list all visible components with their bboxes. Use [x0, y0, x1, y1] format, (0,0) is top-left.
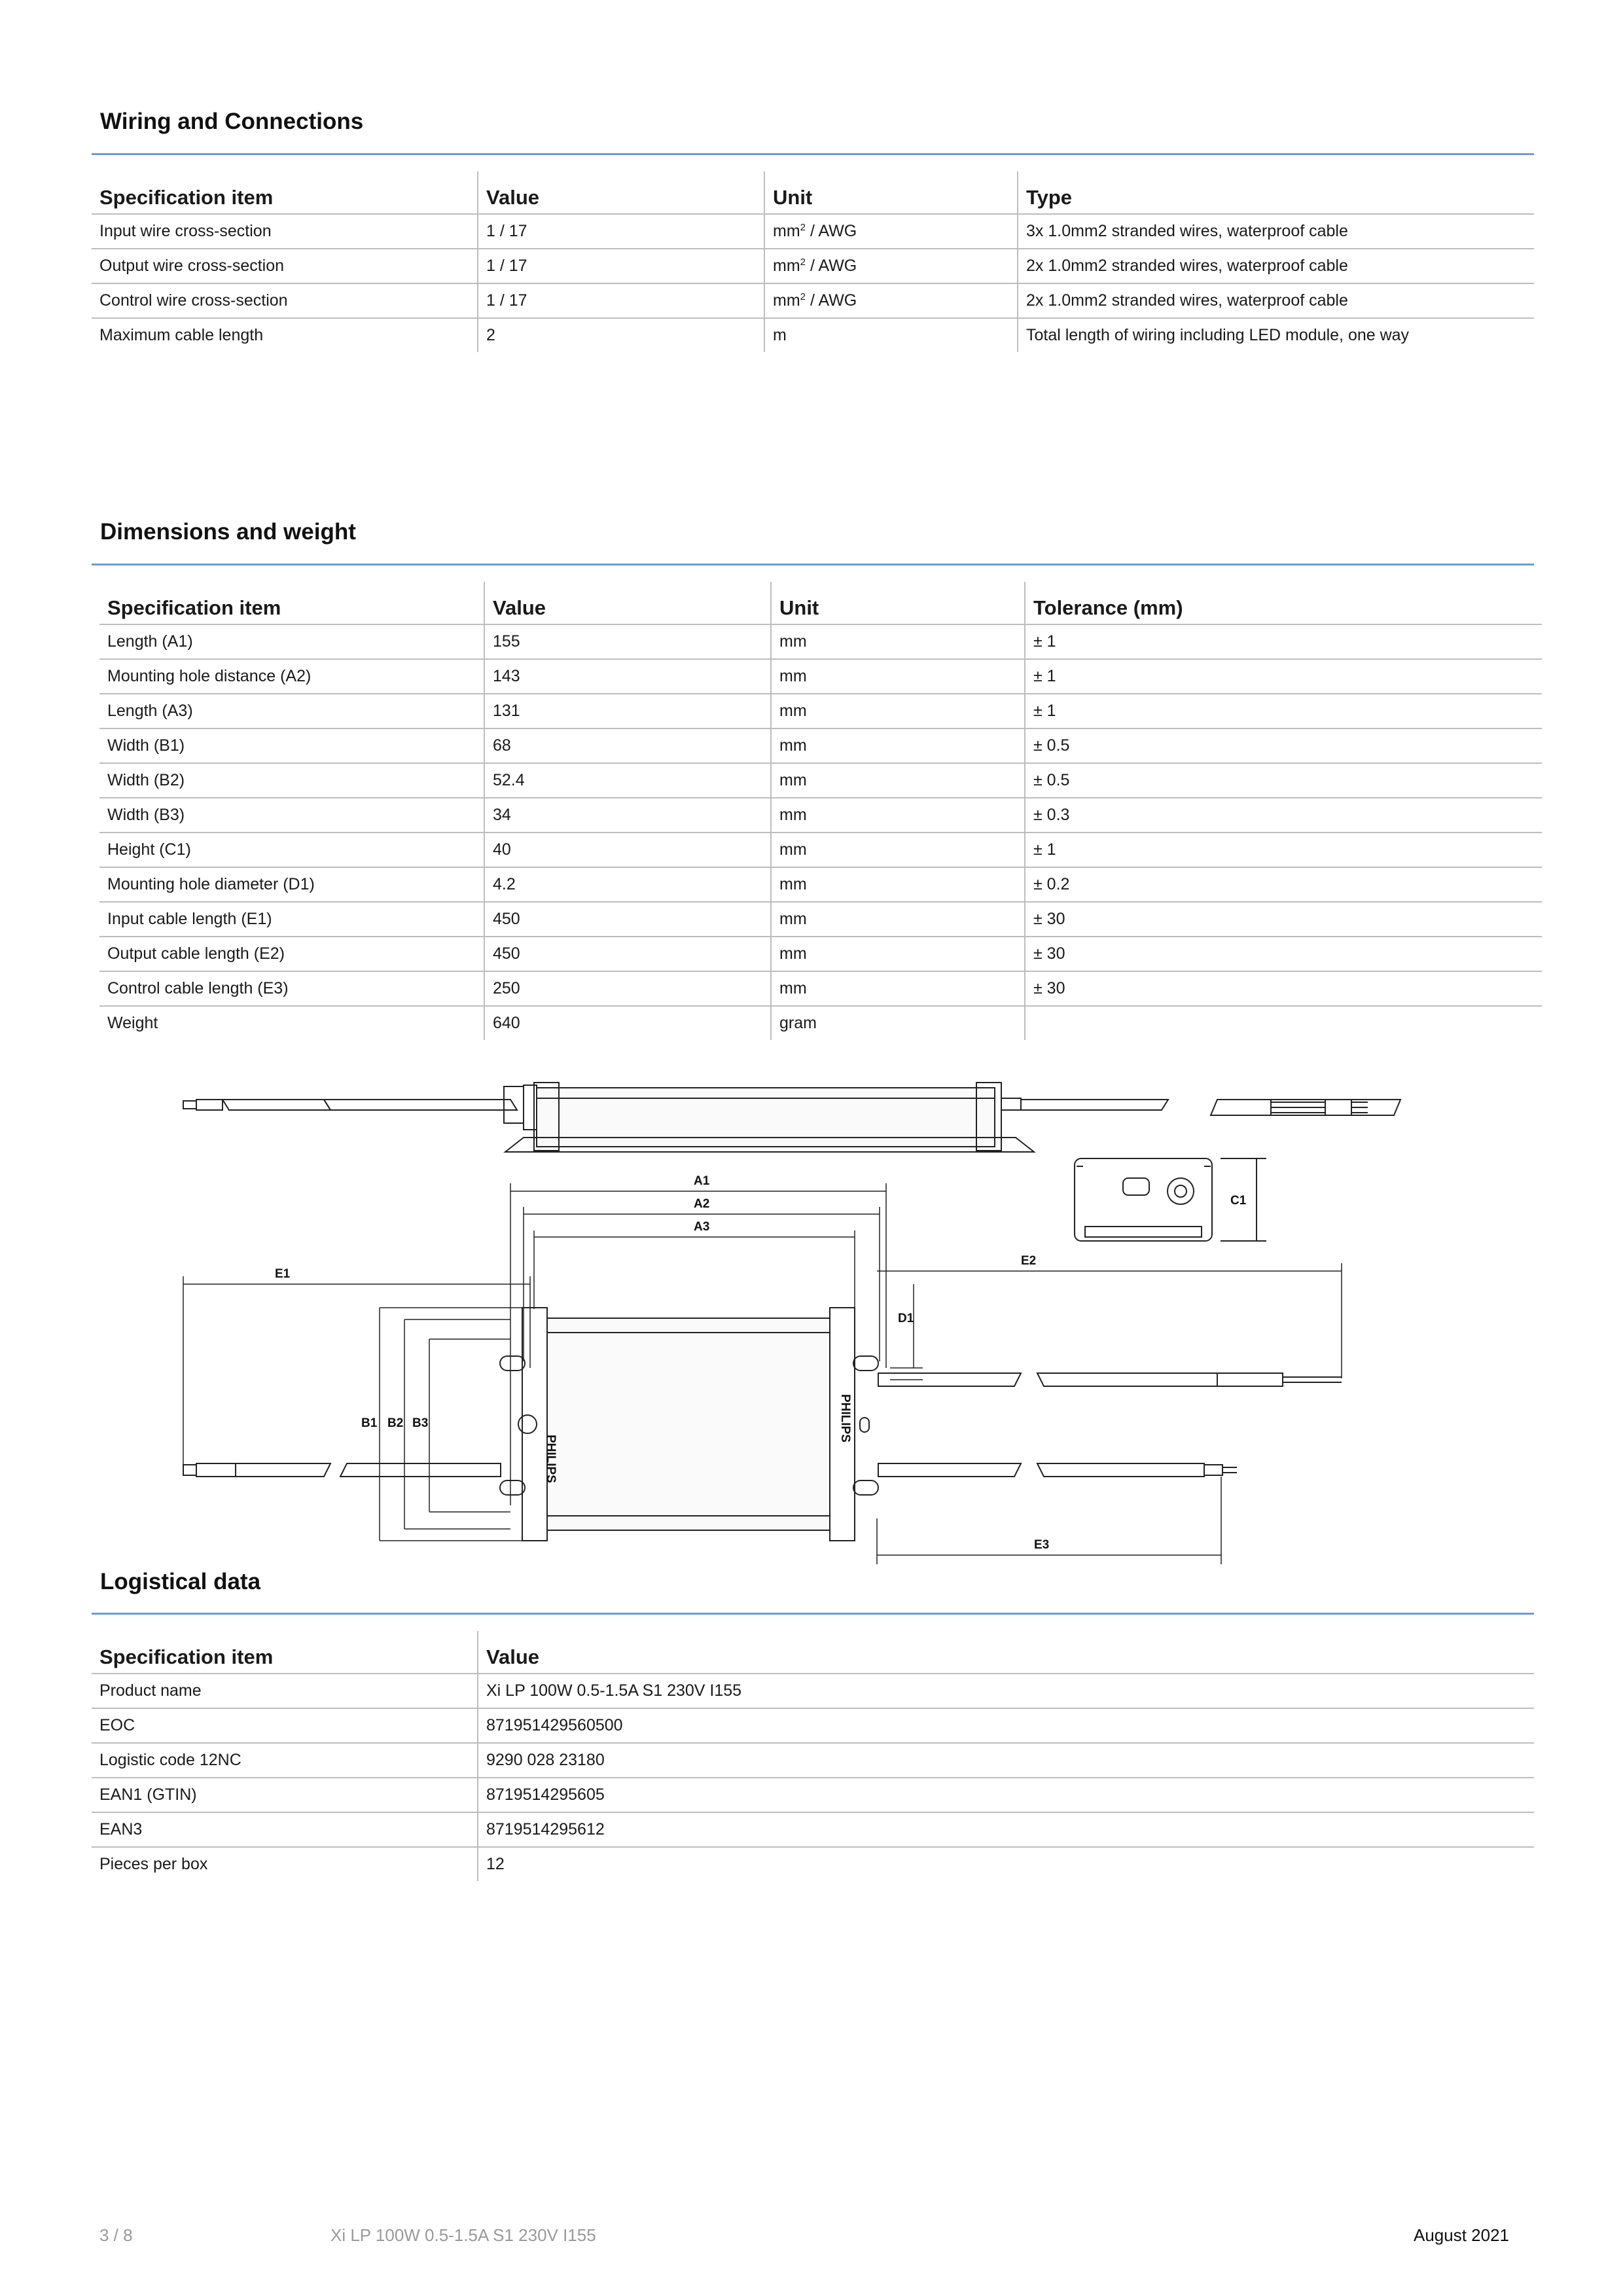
wiring-table	[92, 171, 1534, 352]
column-header: Specification item	[99, 582, 484, 624]
logistics-section-title: Logistical data	[100, 1569, 261, 1594]
label-a3: A3	[694, 1220, 710, 1234]
column-header: Type	[1018, 171, 1534, 214]
dimensions-section-title: Dimensions and weight	[100, 519, 356, 545]
table-cell: Mounting hole diameter (D1)	[99, 867, 484, 902]
dimension-drawing	[170, 1060, 1348, 1552]
table-cell: 8719514295605	[478, 1778, 1534, 1812]
table-cell: ± 30	[1025, 937, 1542, 971]
table-cell: mm	[771, 971, 1025, 1006]
column-header: Unit	[764, 171, 1018, 214]
column-header: Unit	[771, 582, 1025, 624]
table-cell: 131	[484, 694, 771, 728]
table-cell: gram	[771, 1006, 1025, 1040]
table-cell: Output cable length (E2)	[99, 937, 484, 971]
table-cell: mm	[771, 833, 1025, 867]
label-e2: E2	[1021, 1254, 1037, 1268]
table-cell: $mm^2$ / AWG	[764, 214, 1018, 249]
table-row	[92, 1674, 1534, 1708]
column-header: Tolerance (mm)	[1025, 582, 1542, 624]
table-row	[92, 283, 1534, 318]
table-cell: 68	[484, 728, 771, 763]
table-cell: 34	[484, 798, 771, 833]
table-cell: Output wire cross-section	[92, 249, 478, 283]
table-cell: ± 1	[1025, 659, 1542, 694]
logistics-section-rule	[92, 1613, 1534, 1615]
table-cell: 1 / 17	[478, 283, 764, 318]
table-cell: $mm^2$ / AWG	[764, 283, 1018, 318]
table-cell: ± 30	[1025, 971, 1542, 1006]
table-cell: 2	[478, 318, 764, 352]
table-cell: 155	[484, 624, 771, 659]
label-b1: B1	[361, 1416, 378, 1430]
table-cell: 2x 1.0mm2 stranded wires, waterproof cable	[1018, 283, 1534, 318]
table-cell: Logistic code 12NC	[92, 1743, 478, 1778]
table-row	[99, 971, 1542, 1006]
table-cell: EAN1 (GTIN)	[92, 1778, 478, 1812]
footer-page-number: 3 / 8	[99, 2225, 133, 2245]
table-row	[99, 902, 1542, 937]
column-header: Value	[484, 582, 771, 624]
table-cell: 9290 028 23180	[478, 1743, 1534, 1778]
table-header-row	[92, 1631, 1534, 1674]
table-header-row	[99, 582, 1542, 624]
table-cell: 12	[478, 1847, 1534, 1881]
table-cell: mm	[771, 798, 1025, 833]
table-row	[99, 1006, 1542, 1040]
table-cell: Xi LP 100W 0.5-1.5A S1 230V I155	[478, 1674, 1534, 1708]
table-row	[99, 624, 1542, 659]
table-cell: ± 1	[1025, 833, 1542, 867]
table-cell: mm	[771, 937, 1025, 971]
table-cell: 450	[484, 902, 771, 937]
label-a1: A1	[694, 1174, 710, 1188]
table-cell: Width (B2)	[99, 763, 484, 798]
table-row	[92, 1847, 1534, 1881]
dimensions-table	[99, 582, 1542, 1040]
table-row	[92, 249, 1534, 283]
table-cell: 3x 1.0mm2 stranded wires, waterproof cable	[1018, 214, 1534, 249]
table-cell: Length (A1)	[99, 624, 484, 659]
table-row	[99, 798, 1542, 833]
table-cell: mm	[771, 902, 1025, 937]
table-row	[99, 833, 1542, 867]
table-cell: mm	[771, 659, 1025, 694]
table-cell: 8719514295612	[478, 1812, 1534, 1847]
table-cell: Total length of wiring including LED module, one way	[1018, 318, 1534, 352]
table-cell: 640	[484, 1006, 771, 1040]
table-cell: mm	[771, 624, 1025, 659]
table-cell: ± 1	[1025, 694, 1542, 728]
table-header-row	[92, 171, 1534, 214]
wiring-section-rule	[92, 153, 1534, 155]
column-header: Specification item	[92, 171, 478, 214]
side-view	[183, 1083, 1400, 1152]
top-view	[183, 1308, 1342, 1541]
table-cell	[1025, 1006, 1542, 1040]
table-cell: 4.2	[484, 867, 771, 902]
table-cell: Product name	[92, 1674, 478, 1708]
table-cell: $mm^2$ / AWG	[764, 249, 1018, 283]
table-cell: mm	[771, 694, 1025, 728]
table-cell: Weight	[107, 1014, 158, 1032]
table-cell: Width (B3)	[99, 798, 484, 833]
table-cell: Maximum cable length	[99, 326, 264, 344]
footer-product-name: Xi LP 100W 0.5-1.5A S1 230V I155	[330, 2225, 596, 2245]
table-cell: 1 / 17	[478, 249, 764, 283]
table-cell: 450	[484, 937, 771, 971]
table-cell: ± 0.3	[1025, 798, 1542, 833]
label-a2: A2	[694, 1197, 710, 1211]
table-cell: ± 30	[1025, 902, 1542, 937]
label-d1: D1	[898, 1312, 914, 1325]
label-e3: E3	[1034, 1538, 1050, 1552]
table-row	[99, 694, 1542, 728]
table-cell: Height (C1)	[99, 833, 484, 867]
table-cell: 143	[484, 659, 771, 694]
label-b3: B3	[412, 1416, 429, 1430]
table-cell: Input wire cross-section	[92, 214, 478, 249]
table-cell: EOC	[92, 1708, 478, 1743]
table-cell: Width (B1)	[99, 728, 484, 763]
column-header: Value	[478, 171, 764, 214]
table-cell: ± 1	[1025, 624, 1542, 659]
brand-logo-right: PHILIPS	[838, 1394, 852, 1443]
label-b2: B2	[387, 1416, 404, 1430]
table-row	[99, 659, 1542, 694]
logistics-table	[92, 1631, 1534, 1881]
table-cell: Input cable length (E1)	[99, 902, 484, 937]
table-row	[99, 763, 1542, 798]
table-row	[92, 1708, 1534, 1743]
brand-logo-left: PHILIPS	[544, 1435, 558, 1483]
table-cell: 1 / 17	[478, 214, 764, 249]
table-cell: 871951429560500	[478, 1708, 1534, 1743]
table-cell: ± 0.5	[1025, 763, 1542, 798]
column-header: Specification item	[92, 1631, 478, 1674]
table-cell: Mounting hole distance (A2)	[99, 659, 484, 694]
table-cell: mm	[771, 867, 1025, 902]
table-row	[92, 214, 1534, 249]
table-row	[99, 867, 1542, 902]
table-row	[99, 728, 1542, 763]
table-cell: ± 0.5	[1025, 728, 1542, 763]
table-cell: 52.4	[484, 763, 771, 798]
table-cell: Control cable length (E3)	[99, 971, 484, 1006]
table-cell: ± 0.2	[1025, 867, 1542, 902]
table-row	[99, 937, 1542, 971]
table-cell: m	[764, 318, 1018, 352]
table-row	[92, 1812, 1534, 1847]
table-cell: Control wire cross-section	[92, 283, 478, 318]
label-c1: C1	[1230, 1194, 1247, 1208]
footer-date: August 2021	[1414, 2225, 1510, 2245]
table-row	[92, 1743, 1534, 1778]
table-cell: mm	[771, 728, 1025, 763]
table-cell: EAN3	[92, 1812, 478, 1847]
table-cell: 250	[484, 971, 771, 1006]
column-header: Value	[478, 1631, 1534, 1674]
table-cell: mm	[771, 763, 1025, 798]
table-row	[92, 318, 1534, 352]
table-cell: 2x 1.0mm2 stranded wires, waterproof cable	[1018, 249, 1534, 283]
label-e1: E1	[275, 1267, 291, 1281]
dimensions-section-rule	[92, 564, 1534, 565]
table-row	[92, 1778, 1534, 1812]
table-cell: Pieces per box	[99, 1855, 208, 1873]
table-cell: Length (A3)	[99, 694, 484, 728]
wiring-section-title: Wiring and Connections	[100, 109, 364, 134]
table-cell: 40	[484, 833, 771, 867]
